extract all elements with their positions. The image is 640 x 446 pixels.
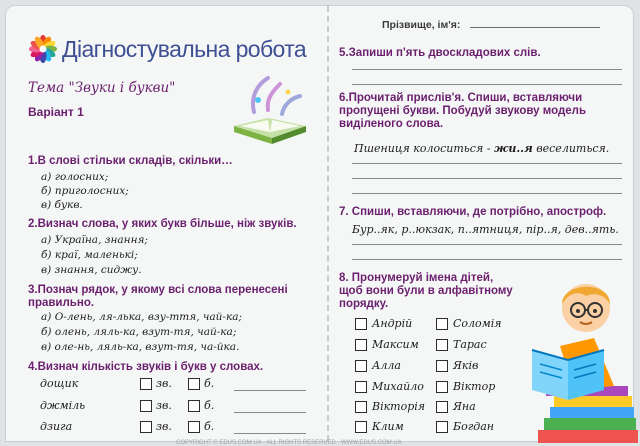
- name-number-box[interactable]: [436, 421, 448, 433]
- task8-question-line1: 8. Пронумеруй імена дітей,: [339, 272, 494, 284]
- name-yana: Яна: [453, 400, 476, 413]
- task1-option-b[interactable]: б) приголосних;: [41, 185, 129, 197]
- task8-question-line2: щоб вони були в алфавітному: [339, 285, 513, 297]
- name-yakiv: Яків: [453, 359, 479, 372]
- task1-question: 1.В слові стільки складів, скільки…: [28, 155, 233, 167]
- student-name-field[interactable]: [382, 19, 600, 31]
- name-number-box[interactable]: [355, 339, 367, 351]
- letters-label: б.: [204, 399, 215, 412]
- task2-option-a[interactable]: а) Україна, знання;: [41, 234, 148, 246]
- name-viktor: Віктор: [453, 380, 496, 393]
- sounds-label: зв.: [156, 377, 172, 390]
- task7-question: 7. Спиши, вставляючи, де потрібно, апостроф.: [339, 206, 607, 218]
- proverb-text: [354, 142, 609, 155]
- answer-line[interactable]: [234, 412, 306, 413]
- task3-option-a[interactable]: а) О-лень, ля-лька, взу-ття, чай-ка;: [41, 311, 243, 323]
- proverb-start: Пшениця колоситься -: [354, 142, 494, 155]
- proverb-end: веселиться.: [532, 142, 610, 155]
- name-number-box[interactable]: [355, 360, 367, 372]
- worksheet-title: Діагностувальна робота: [62, 36, 307, 62]
- letters-checkbox-3[interactable]: [188, 421, 200, 433]
- name-number-box[interactable]: [355, 318, 367, 330]
- writing-line[interactable]: [352, 193, 622, 194]
- task3-question-line2: правильно.: [28, 297, 95, 309]
- name-solomiia: Соломія: [453, 317, 502, 330]
- task7-text: Бур..як, р..юкзак, п..ятниця, пір..я, дев..ять.: [352, 223, 619, 236]
- task4-word-3: дзига: [40, 420, 73, 433]
- name-number-box[interactable]: [436, 401, 448, 413]
- name-number-box[interactable]: [436, 360, 448, 372]
- topic-heading: Тема "Звуки і букви": [28, 80, 176, 96]
- letters-label: б.: [204, 420, 215, 433]
- sounds-checkbox-2[interactable]: [140, 400, 152, 412]
- name-number-box[interactable]: [436, 318, 448, 330]
- page-divider: [327, 6, 329, 441]
- sounds-label: зв.: [156, 399, 172, 412]
- name-number-box[interactable]: [436, 381, 448, 393]
- task6-question-line3: виділеного слова.: [339, 118, 444, 130]
- task5-question: 5.Запиши п'ять двоскладових слів.: [339, 47, 541, 59]
- task4-word-1: дощик: [40, 377, 79, 390]
- name-number-box[interactable]: [436, 339, 448, 351]
- letters-checkbox-1[interactable]: [188, 378, 200, 390]
- name-number-box[interactable]: [355, 421, 367, 433]
- answer-line[interactable]: [234, 390, 306, 391]
- copyright-footer: COPYRIGHT © EDUS.COM.UA · ALL RIGHTS RESERVED · WWW.EDUS.COM.UA: [176, 440, 402, 446]
- worksheet: [5, 5, 634, 446]
- name-label: Прізвище, ім'я:: [382, 19, 461, 31]
- writing-line[interactable]: [352, 69, 622, 70]
- name-mykhailo: Михайло: [372, 380, 424, 393]
- reading-boy-icon: [524, 268, 640, 443]
- task2-question: 2.Визнач слова, у яких букв більше, ніж звуків.: [28, 218, 297, 230]
- name-blank-line[interactable]: [470, 19, 600, 28]
- task8-question-line3: порядку.: [339, 298, 389, 310]
- letters-checkbox-2[interactable]: [188, 400, 200, 412]
- name-number-box[interactable]: [355, 401, 367, 413]
- task4-word-2: джміль: [40, 399, 86, 412]
- task1-option-a[interactable]: а) голосних;: [41, 171, 109, 183]
- task6-question-line1: 6.Прочитай прислів'я. Спиши, вставляючи: [339, 92, 583, 104]
- name-number-box[interactable]: [355, 381, 367, 393]
- open-book-icon: [228, 74, 314, 152]
- name-bohdan: Богдан: [453, 420, 495, 433]
- name-andrii: Андрій: [372, 317, 413, 330]
- variant-label: Варіант 1: [28, 105, 84, 119]
- name-klym: Клим: [372, 420, 404, 433]
- name-maksym: Максим: [372, 338, 419, 351]
- task6-question-line2: пропущені букви. Побудуй звукову модель: [339, 105, 587, 117]
- letters-label: б.: [204, 377, 215, 390]
- task2-option-c[interactable]: в) знання, сиджу.: [41, 264, 142, 276]
- task1-option-c[interactable]: в) букв.: [41, 199, 83, 211]
- writing-line[interactable]: [352, 84, 622, 85]
- task2-option-b[interactable]: б) краї, маленькі;: [41, 249, 138, 261]
- sounds-label: зв.: [156, 420, 172, 433]
- sounds-checkbox-1[interactable]: [140, 378, 152, 390]
- task3-option-c[interactable]: в) оле-нь, ляль-ка, взут-тя, ча-йка.: [41, 341, 240, 353]
- answer-line[interactable]: [234, 433, 306, 434]
- sounds-checkbox-3[interactable]: [140, 421, 152, 433]
- name-taras: Тарас: [453, 338, 487, 351]
- writing-line[interactable]: [352, 163, 622, 164]
- task3-question-line1: 3.Познач рядок, у якому всі слова перенесені: [28, 284, 288, 296]
- name-alla: Алла: [372, 359, 401, 372]
- task3-option-b[interactable]: б) олень, ляль-ка, взут-тя, чай-ка;: [41, 326, 237, 338]
- writing-line[interactable]: [352, 178, 622, 179]
- writing-line[interactable]: [352, 244, 622, 245]
- task4-question: 4.Визнач кількість звуків і букв у словах.: [28, 361, 264, 373]
- writing-line[interactable]: [352, 259, 622, 260]
- name-viktoriia: Вікторія: [372, 400, 426, 413]
- rosette-logo-icon: [28, 34, 58, 64]
- proverb-highlight-word: жи..я: [493, 142, 533, 155]
